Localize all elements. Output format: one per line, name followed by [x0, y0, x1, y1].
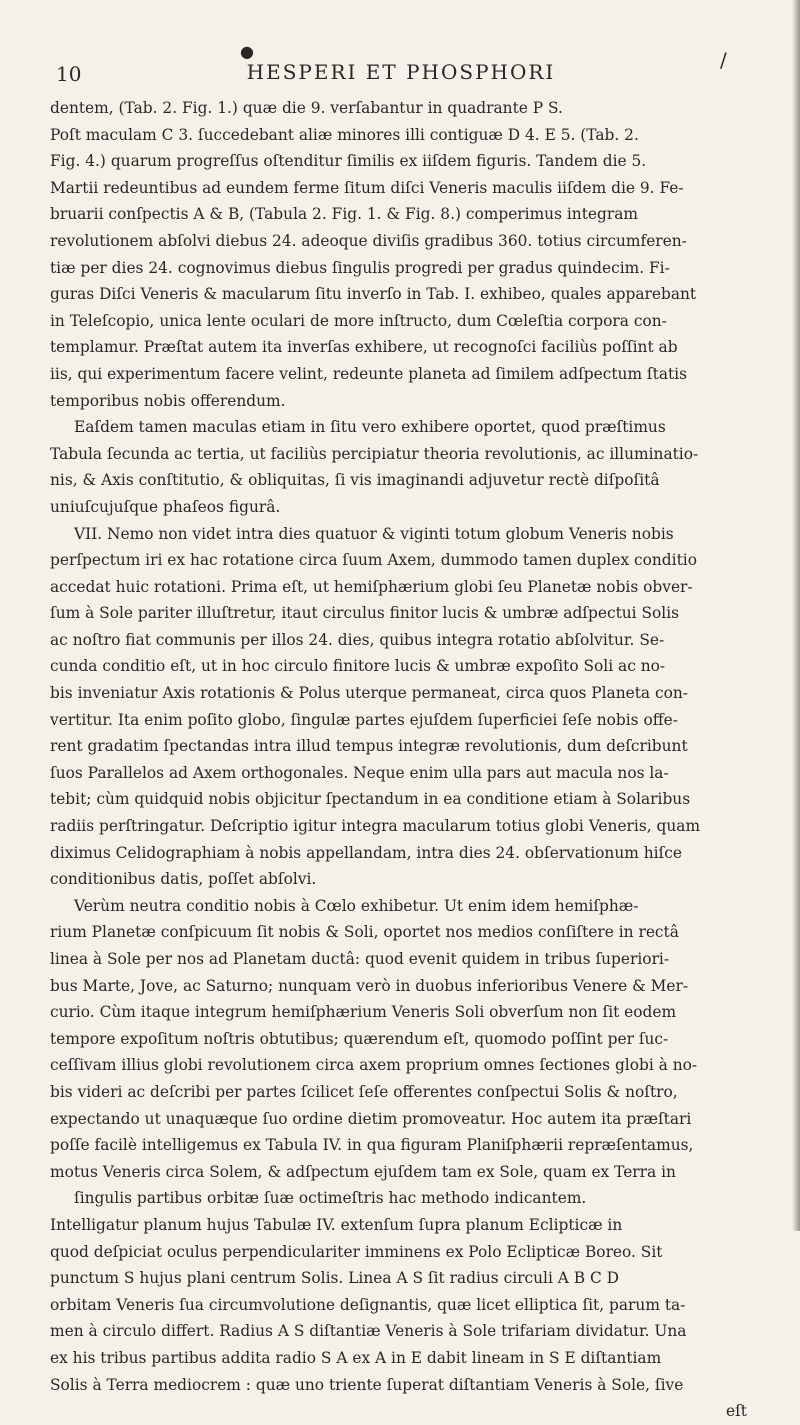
text-line: perſpectum iri ex hac rotatione circa ſuum Axem, dummodo tamen duplex conditio [50, 551, 697, 570]
text-line: ceſſivam illius globi revolutionem circa axem proprium omnes ſectiones globi à no- [50, 1056, 698, 1075]
text-line: guras Diſci Veneris & macularum ſitu inverſo in Tab. I. exhibeo, quales apparebant [50, 285, 697, 304]
text-line: expectando ut unaquæque ſuo ordine dietim promoveatur. Hoc autem ita præſtari [50, 1109, 692, 1128]
text-line: cunda conditio eſt, ut in hoc circulo finitore lucis & umbræ expoſito Soli ac no- [50, 657, 666, 676]
text-line: rium Planetæ conſpicuum ſit nobis & Soli, oportet nos medios conſiſtere in rectâ [50, 923, 679, 942]
text-line: ſingulis partibus orbitæ ſuæ octimeſtris hac methodo indicantem. [74, 1189, 587, 1208]
text-line: Poſt maculam C 3. ſuccedebant aliæ minores illi contiguæ D 4. E 5. (Tab. 2. [50, 125, 639, 144]
ink-dot: ● [240, 42, 254, 61]
text-line: temporibus nobis offerendum. [50, 391, 286, 410]
text-line: Tabula ſecunda ac tertia, ut faciliùs percipiatur theoria revolutionis, ac illuminatio- [50, 444, 699, 463]
text-line: rent gradatim ſpectandas intra illud tempus integræ revolutionis, dum deſcribunt [50, 737, 688, 756]
text-line: ex his tribus partibus addita radio S A ex A in E dabit lineam in S E diſtantiam [50, 1348, 662, 1367]
ink-slash: / [720, 48, 727, 72]
text-line: Intelligatur planum hujus Tabulæ IV. extenſum ſupra planum Eclipticæ in [50, 1215, 623, 1234]
text-line: iis, qui experimentum facere velint, redeunte planeta ad ſimilem adſpectum ſtatis [50, 364, 687, 383]
text-line: tiæ per dies 24. cognovimus diebus ſingulis progredi per gradus quindecim. Fi- [50, 258, 670, 277]
text-line: nis, & Axis conſtitutio, & obliquitas, ſi vis imaginandi adjuvetur rectè diſpoſitâ [50, 471, 660, 490]
running-head: HESPERI ET PHOSPHORI [246, 60, 556, 84]
text-line: revolutionem abſolvi diebus 24. adeoque diviſis gradibus 360. totius circumferen- [50, 231, 687, 250]
text-line: Solis à Terra mediocrem : quæ uno triente ſuperat diſtantiam Veneris à Sole, ſive [50, 1375, 684, 1394]
text-line: orbitam Veneris ſua circumvolutione deſignantis, quæ licet elliptica ſit, parum ta- [50, 1295, 686, 1314]
text-line: templamur. Præſtat autem ita inverſas exhibere, ut recognoſci faciliùs poſſint ab [50, 338, 678, 357]
body-text [50, 95, 755, 1425]
page-number: 10 [56, 62, 82, 86]
text-line: curio. Cùm itaque integrum hemiſphærium Veneris Soli obverſum non ſit eodem [50, 1003, 677, 1022]
text-line: Verùm neutra conditio nobis à Cœlo exhibetur. Ut enim idem hemiſphæ- [74, 896, 639, 915]
text-line: Eaſdem tamen maculas etiam in ſitu vero exhibere oportet, quod præſtimus [74, 418, 666, 437]
text-line: radiis perſtringatur. Deſcriptio igitur integra macularum totius globi Veneris, quam [50, 817, 701, 836]
text-line: motus Veneris circa Solem, & adſpectum ejuſdem tam ex Sole, quam ex Terra in [50, 1162, 676, 1181]
text-line: uniuſcujuſque phaſeos figurâ. [50, 497, 281, 516]
text-line: ſuos Parallelos ad Axem orthogonales. Neque enim ulla pars aut macula nos la- [50, 763, 669, 782]
text-line: vertitur. Ita enim poſito globo, ſingulæ partes ejuſdem ſuperficiei ſeſe nobis offe- [50, 710, 678, 729]
text-line: punctum S hujus plani centrum Solis. Linea A S ſit radius circuli A B C D [50, 1269, 619, 1288]
text-line: men à circulo differt. Radius A S diſtantiæ Veneris à Sole trifariam dividatur. Una [50, 1322, 687, 1341]
text-line: conditionibus datis, poſſet abſolvi. [50, 870, 317, 889]
text-line: bus Marte, Jove, ac Saturno; nunquam verò in duobus inferioribus Venere & Mer- [50, 976, 689, 995]
text-line: eſt [726, 1402, 747, 1421]
text-line: quod deſpiciat oculus perpendiculariter imminens ex Polo Eclipticæ Boreo. Sit [50, 1242, 663, 1261]
text-line: tebit; cùm quidquid nobis objicitur ſpectandum in ea conditione etiam à Solaribus [50, 790, 691, 809]
text-line: diximus Celidographiam à nobis appellandam, intra dies 24. obſervationum hiſce [50, 843, 682, 862]
text-line: VII. Nemo non videt intra dies quatuor & viginti totum globum Veneris nobis [74, 524, 674, 543]
text-line: Martii redeuntibus ad eundem ferme ſitum diſci Veneris maculis iiſdem die 9. Fe- [50, 178, 684, 197]
text-line: Fig. 4.) quarum progreſſus oſtenditur ſimilis ex iiſdem figuris. Tandem die 5. [50, 152, 647, 171]
text-line: ac noſtro fiat communis per illos 24. dies, quibus integra rotatio abſolvitur. Se- [50, 630, 665, 649]
text-line: in Teleſcopio, unica lente oculari de more inſtructo, dum Cœleſtia corpora con- [50, 311, 667, 330]
text-line: accedat huic rotationi. Prima eſt, ut hemiſphærium globi ſeu Planetæ nobis obver- [50, 577, 693, 596]
text-line: linea à Sole per nos ad Planetam ductâ: quod evenit quidem in tribus ſuperiori- [50, 950, 670, 968]
text-line: ſum à Sole pariter illuſtretur, itaut circulus finitor lucis & umbræ adſpectui Solis [50, 604, 680, 623]
text-line: bruarii conſpectis A & B, (Tabula 2. Fig. 1. & Fig. 8.) comperimus integram [50, 205, 638, 224]
text-line: dentem, (Tab. 2. Fig. 1.) quæ die 9. verſabantur in quadrante P S. [50, 99, 563, 117]
text-line: bis inveniatur Axis rotationis & Polus uterque permaneat, circa quos Planeta con- [50, 684, 688, 703]
page-edge-shadow [792, 0, 800, 1231]
text-line: poſſe facilè intelligemus ex Tabula IV. in qua figuram Planiſphærii repræſentamus, [50, 1136, 694, 1155]
text-line: tempore expoſitum noſtris obtutibus; quærendum eſt, quomodo poſſint per ſuc- [50, 1029, 669, 1048]
page-header [56, 60, 746, 94]
text-line: bis videri ac deſcribi per partes ſcilicet ſeſe offerentes conſpectui Solis & noſtro, [50, 1082, 678, 1101]
